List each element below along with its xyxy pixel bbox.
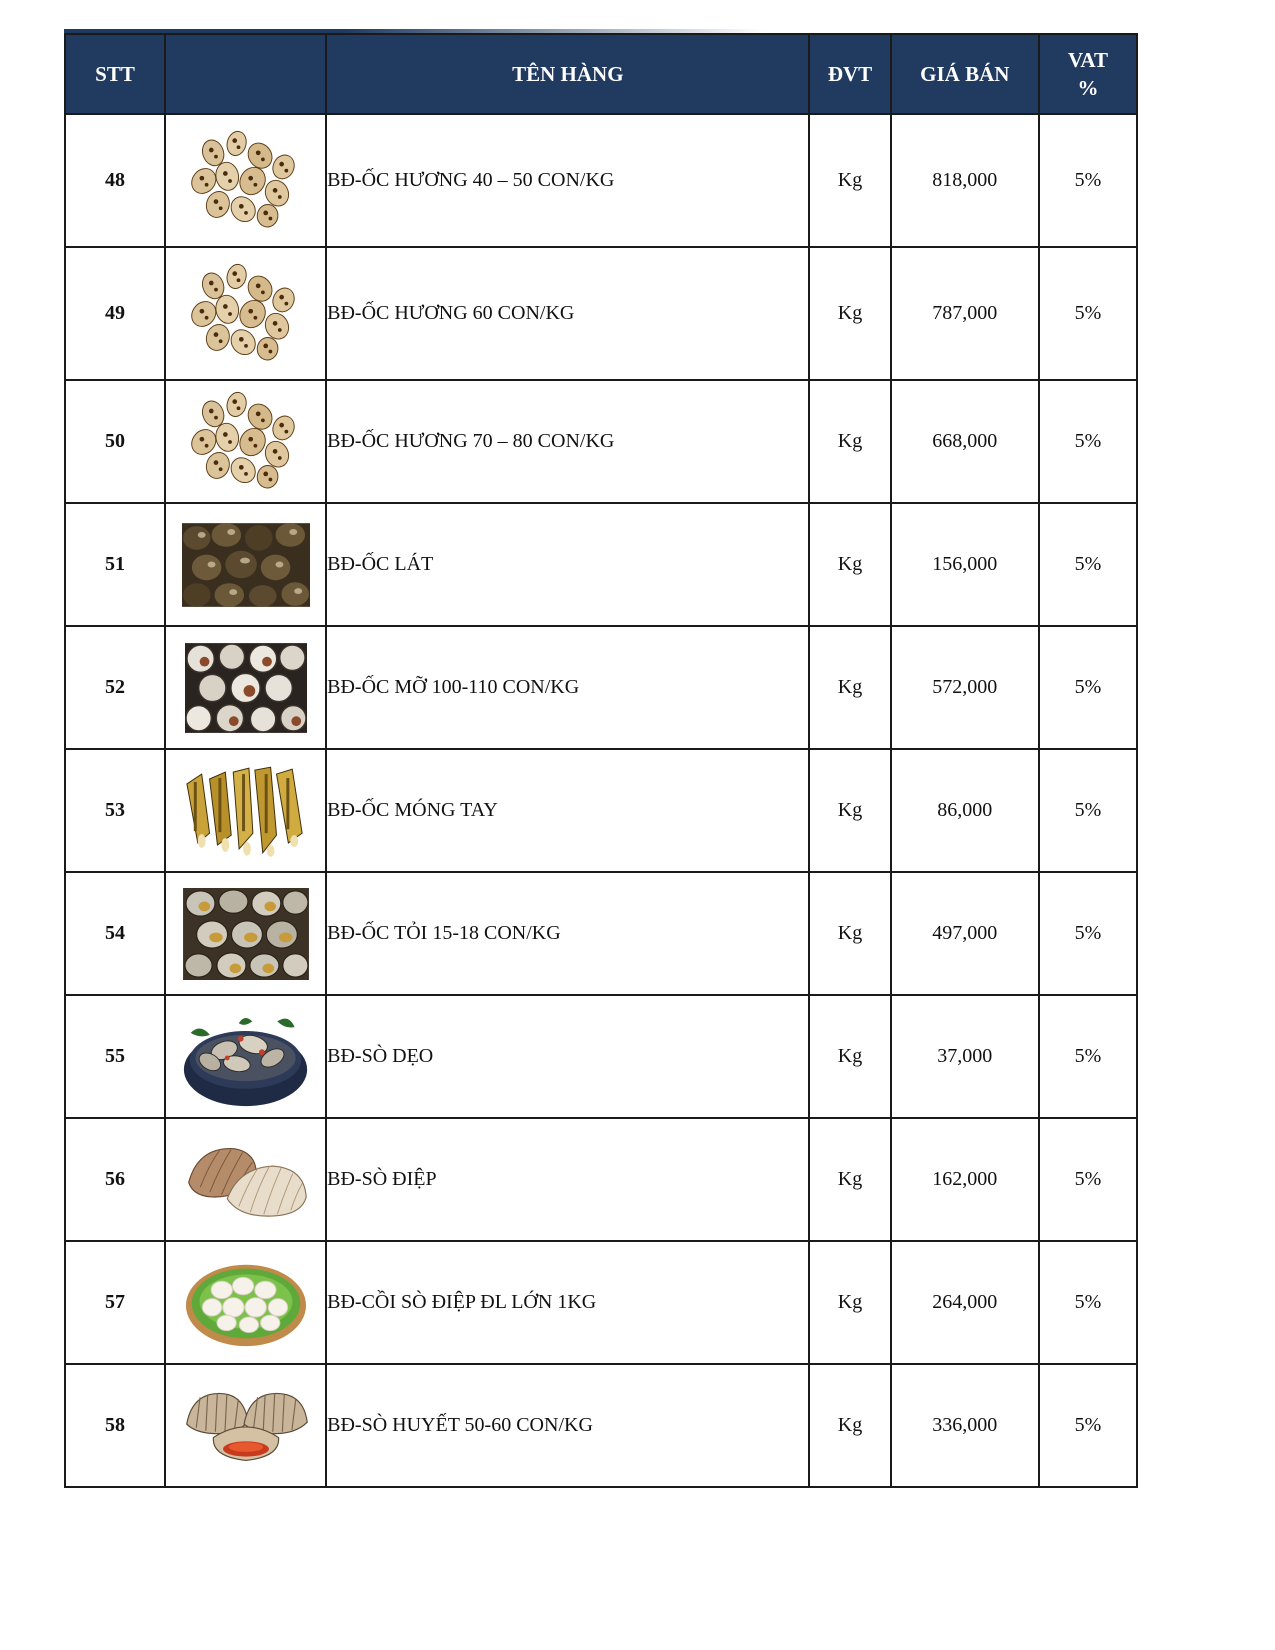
row-price: 787,000 xyxy=(891,247,1039,380)
row-name: BĐ-ỐC TỎI 15-18 CON/KG xyxy=(326,872,809,995)
row-vat: 5% xyxy=(1039,1364,1137,1487)
spotted-babylon-snails-icon xyxy=(185,129,307,233)
garlic-snails-icon xyxy=(183,888,309,980)
row-vat: 5% xyxy=(1039,995,1137,1118)
header-image xyxy=(165,34,326,114)
row-price: 497,000 xyxy=(891,872,1039,995)
razor-clams-icon xyxy=(182,764,310,858)
table-row xyxy=(65,503,1137,626)
row-name: BĐ-ỐC HƯƠNG 70 – 80 CON/KG xyxy=(326,380,809,503)
table-row xyxy=(65,380,1137,503)
row-price: 37,000 xyxy=(891,995,1039,1118)
header-price: GIÁ BÁN xyxy=(891,34,1039,114)
header-name: TÊN HÀNG xyxy=(326,34,809,114)
table-body xyxy=(65,114,1137,1487)
row-name: BĐ-SÒ ĐIỆP xyxy=(326,1118,809,1241)
row-name: BĐ-SÒ DẸO xyxy=(326,995,809,1118)
row-vat: 5% xyxy=(1039,1118,1137,1241)
clam-pot-icon xyxy=(181,1004,311,1110)
dark-snails-icon xyxy=(182,523,310,607)
row-name: BĐ-ỐC MỠ 100-110 CON/KG xyxy=(326,626,809,749)
row-price: 156,000 xyxy=(891,503,1039,626)
spotted-babylon-snails-icon xyxy=(185,390,307,494)
row-name: BĐ-SÒ HUYẾT 50-60 CON/KG xyxy=(326,1364,809,1487)
row-stt: 58 xyxy=(65,1364,165,1487)
row-stt: 54 xyxy=(65,872,165,995)
table-row xyxy=(65,1118,1137,1241)
row-stt: 53 xyxy=(65,749,165,872)
row-stt: 50 xyxy=(65,380,165,503)
row-vat: 5% xyxy=(1039,872,1137,995)
header-vat-line2: % xyxy=(1077,76,1099,100)
row-unit: Kg xyxy=(809,503,890,626)
table-row xyxy=(65,749,1137,872)
row-unit: Kg xyxy=(809,626,890,749)
row-vat: 5% xyxy=(1039,247,1137,380)
header-vat-line1: VAT xyxy=(1067,48,1109,72)
row-vat: 5% xyxy=(1039,503,1137,626)
row-name: BĐ-ỐC LÁT xyxy=(326,503,809,626)
header-row xyxy=(65,34,1137,114)
row-price: 162,000 xyxy=(891,1118,1039,1241)
row-unit: Kg xyxy=(809,380,890,503)
row-price: 572,000 xyxy=(891,626,1039,749)
scallop-shells-icon xyxy=(181,1139,311,1221)
table-row xyxy=(65,247,1137,380)
row-stt: 48 xyxy=(65,114,165,247)
moon-snails-icon xyxy=(185,643,307,733)
row-vat: 5% xyxy=(1039,380,1137,503)
row-price: 86,000 xyxy=(891,749,1039,872)
blood-cockles-icon xyxy=(179,1387,313,1465)
row-name: BĐ-ỐC HƯƠNG 40 – 50 CON/KG xyxy=(326,114,809,247)
scallop-meat-plate-icon xyxy=(183,1257,309,1349)
row-unit: Kg xyxy=(809,872,890,995)
row-price: 336,000 xyxy=(891,1364,1039,1487)
row-unit: Kg xyxy=(809,749,890,872)
table-header xyxy=(65,34,1137,114)
row-name: BĐ-CỒI SÒ ĐIỆP ĐL LỚN 1KG xyxy=(326,1241,809,1364)
row-unit: Kg xyxy=(809,995,890,1118)
row-unit: Kg xyxy=(809,1241,890,1364)
table-row xyxy=(65,995,1137,1118)
row-stt: 51 xyxy=(65,503,165,626)
table-row xyxy=(65,626,1137,749)
row-price: 818,000 xyxy=(891,114,1039,247)
table-row xyxy=(65,1364,1137,1487)
table-row xyxy=(65,872,1137,995)
row-stt: 52 xyxy=(65,626,165,749)
row-price: 264,000 xyxy=(891,1241,1039,1364)
header-vat xyxy=(1039,34,1137,114)
price-table xyxy=(64,33,1138,1488)
spotted-babylon-snails-icon xyxy=(185,262,307,366)
row-unit: Kg xyxy=(809,1364,890,1487)
row-name: BĐ-ỐC MÓNG TAY xyxy=(326,749,809,872)
row-vat: 5% xyxy=(1039,1241,1137,1364)
row-vat: 5% xyxy=(1039,114,1137,247)
row-unit: Kg xyxy=(809,1118,890,1241)
row-unit: Kg xyxy=(809,114,890,247)
row-stt: 49 xyxy=(65,247,165,380)
row-stt: 55 xyxy=(65,995,165,1118)
header-unit: ĐVT xyxy=(809,34,890,114)
row-vat: 5% xyxy=(1039,626,1137,749)
row-unit: Kg xyxy=(809,247,890,380)
header-stt: STT xyxy=(65,34,165,114)
table-row xyxy=(65,1241,1137,1364)
row-stt: 56 xyxy=(65,1118,165,1241)
row-name: BĐ-ỐC HƯƠNG 60 CON/KG xyxy=(326,247,809,380)
table-row xyxy=(65,114,1137,247)
row-stt: 57 xyxy=(65,1241,165,1364)
row-vat: 5% xyxy=(1039,749,1137,872)
row-price: 668,000 xyxy=(891,380,1039,503)
